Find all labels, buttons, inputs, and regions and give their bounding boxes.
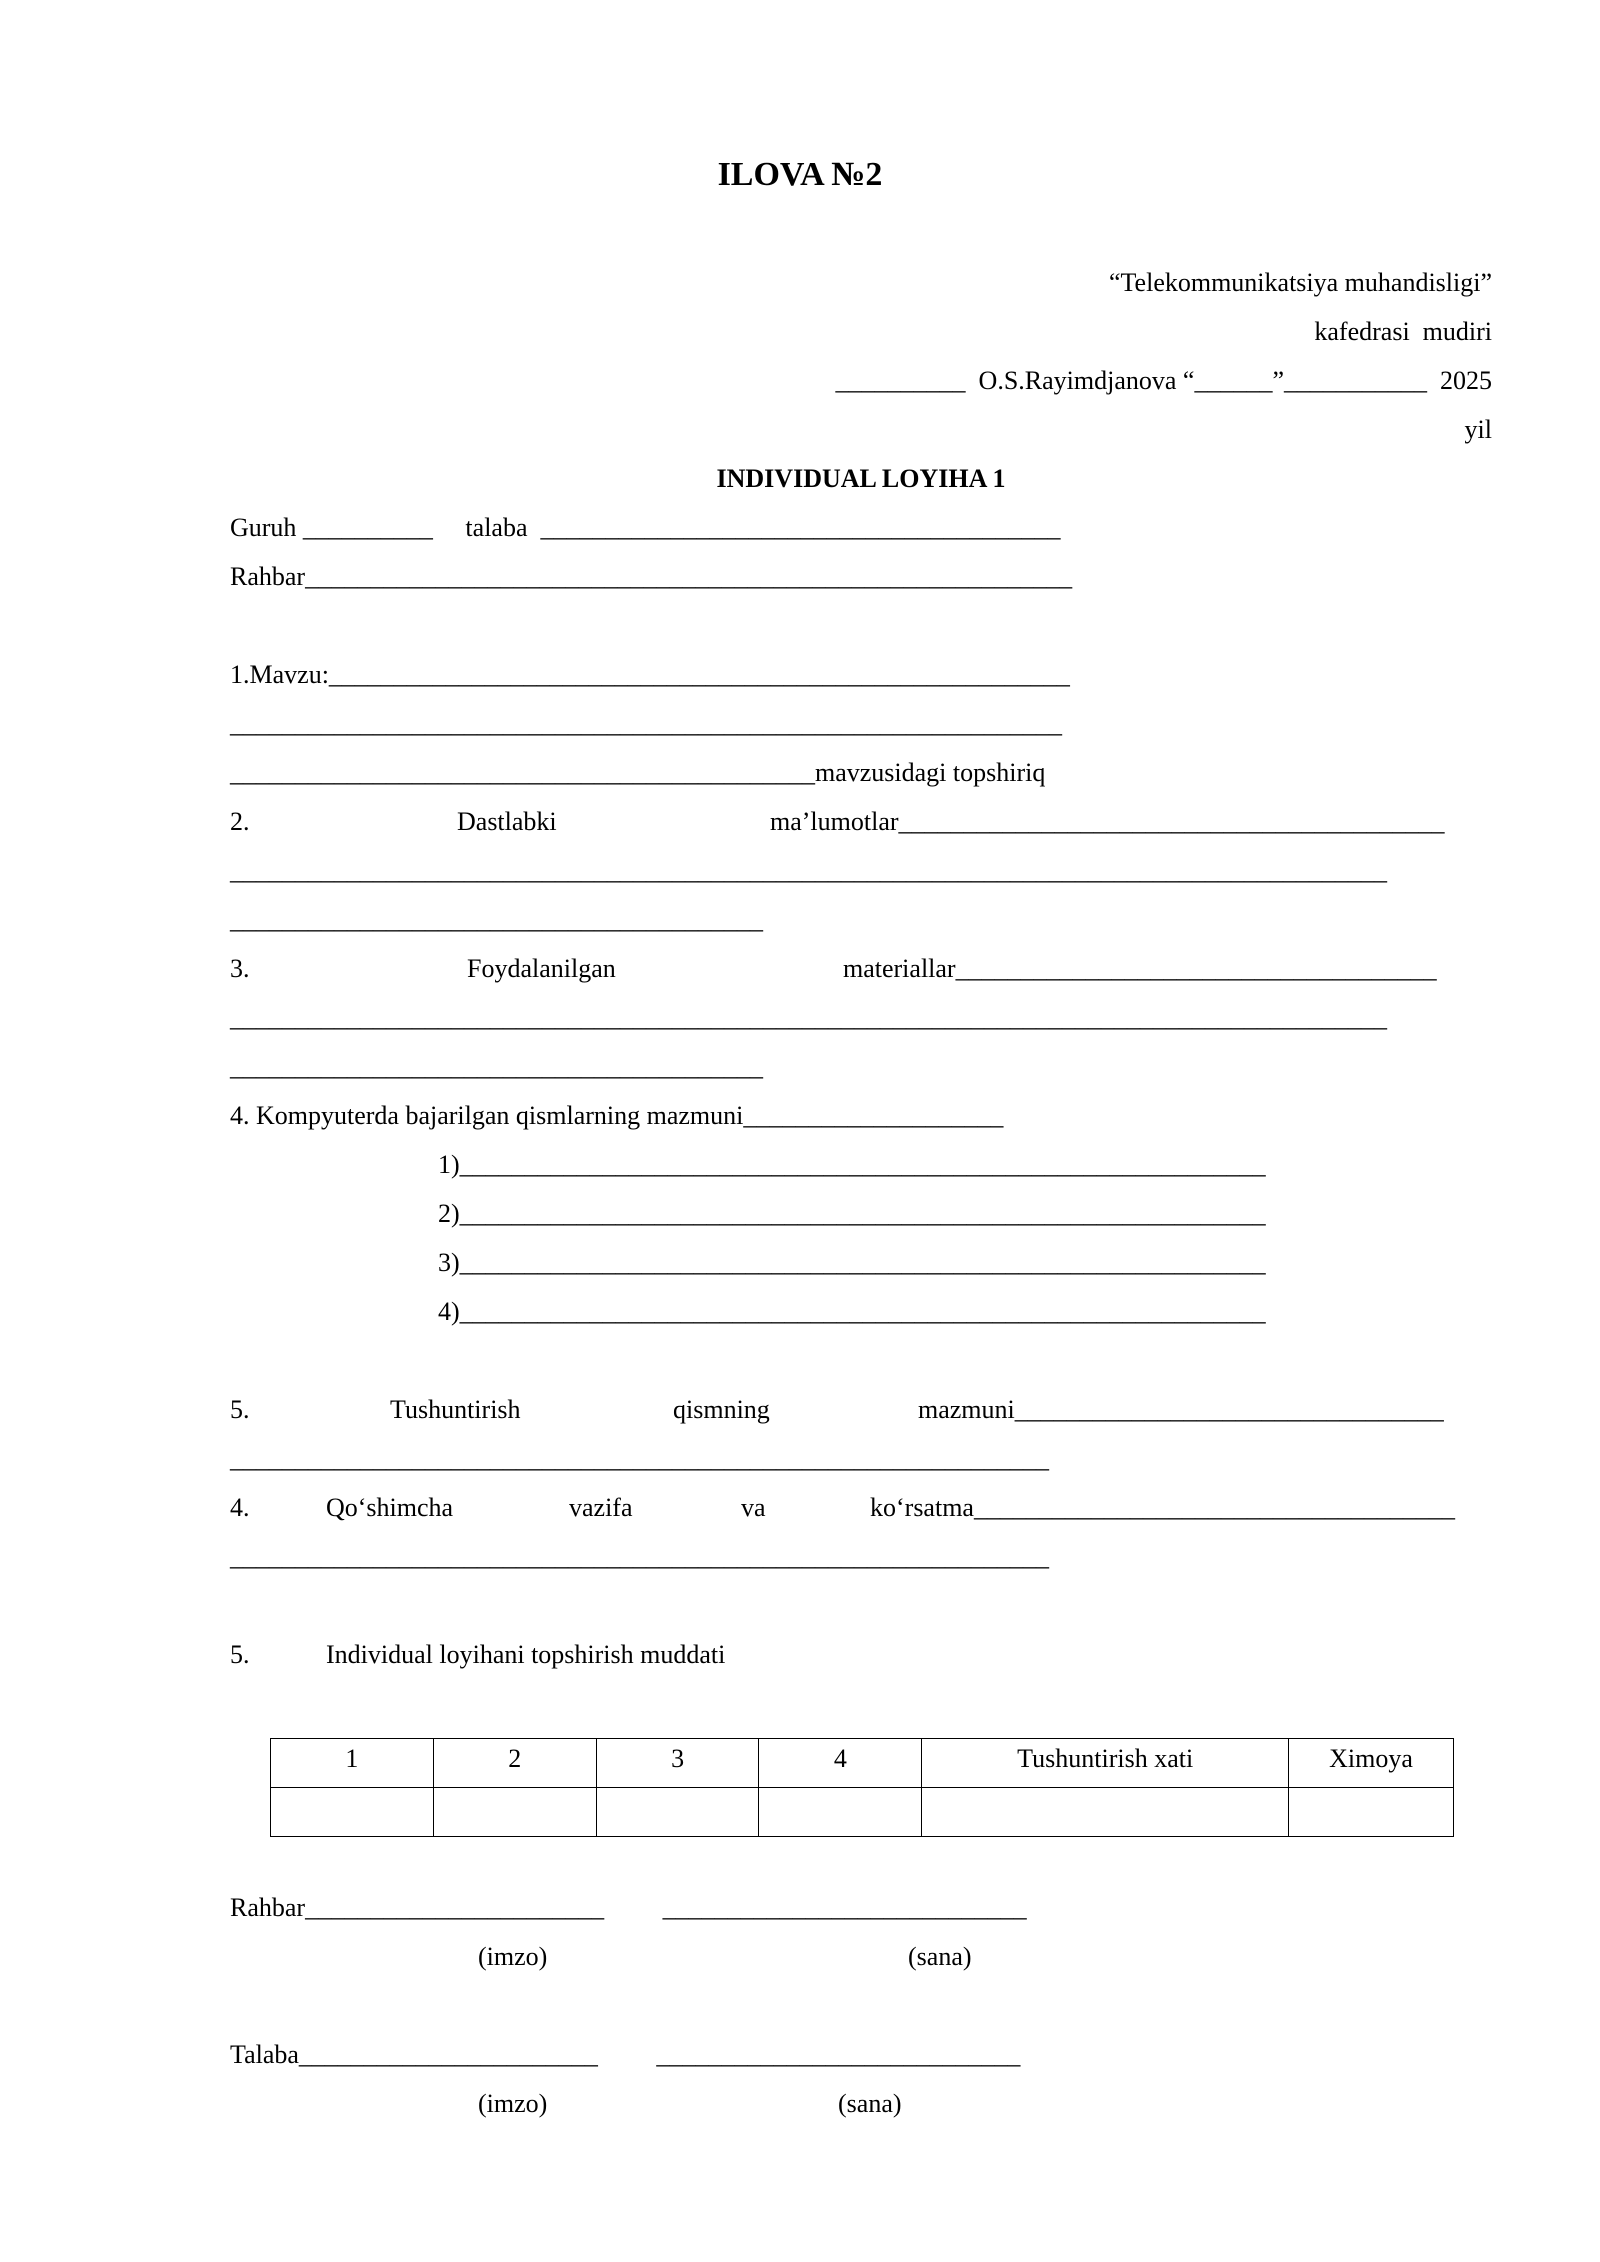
computer-parts-field[interactable]: 4. Kompyuterda bajarilgan qismlarning mazmuni____________________ <box>230 1101 1004 1130</box>
table-header-cell: 2 <box>433 1739 596 1788</box>
header-approval-line: __________ O.S.Rayimdjanova “______”___________ 2025 <box>835 366 1492 395</box>
student-signature-line[interactable]: Talaba_______________________ ____________________________ <box>230 2040 1021 2069</box>
subtitle: INDIVIDUAL LOYIHA 1 <box>716 464 1006 493</box>
computer-part-3[interactable]: 3)______________________________________________________________ <box>438 1248 1266 1277</box>
item-word: va <box>741 1493 766 1522</box>
supervisor-signature-line[interactable]: Rahbar_______________________ ____________________________ <box>230 1893 1027 1922</box>
item-word: qismning <box>673 1395 770 1424</box>
computer-part-4[interactable]: 4)______________________________________________________________ <box>438 1297 1266 1326</box>
explanation-field[interactable] <box>230 1385 1492 1435</box>
table-cell[interactable] <box>922 1788 1289 1837</box>
deadline-heading <box>230 1630 1492 1680</box>
table-cell[interactable] <box>1289 1788 1454 1837</box>
supervisor-signature-captions <box>230 1932 1492 1982</box>
initial-data-line2[interactable]: _________________________________________________________________________________________ <box>230 856 1387 885</box>
item-word: mazmuni_________________________________ <box>918 1395 1444 1424</box>
computer-part-1[interactable]: 1)______________________________________________________________ <box>438 1150 1266 1179</box>
computer-part-2[interactable]: 2)______________________________________________________________ <box>438 1199 1266 1228</box>
group-student-field[interactable]: Guruh __________ talaba ________________________________________ <box>230 513 1061 542</box>
item-number: 4. <box>230 1493 250 1522</box>
page-title: ILOVA №2 <box>717 156 883 193</box>
date-caption: (sana) <box>908 1942 972 1971</box>
explanation-line2[interactable]: _______________________________________________________________ <box>230 1444 1049 1473</box>
table-cell[interactable] <box>596 1788 759 1837</box>
table-cell[interactable] <box>433 1788 596 1837</box>
table-row[interactable] <box>271 1788 1454 1837</box>
item-number: 5. <box>230 1395 250 1424</box>
deadline-table <box>270 1738 1454 1837</box>
signature-caption: (imzo) <box>478 1942 548 1971</box>
topic-field[interactable]: 1.Mavzu:_________________________________________________________ <box>230 660 1070 689</box>
topic-field-line3[interactable]: _____________________________________________mavzusidagi topshiriq <box>230 758 1046 787</box>
item-word: vazifa <box>569 1493 633 1522</box>
item-word: ko‘rsatma_____________________________________ <box>870 1493 1455 1522</box>
student-signature-captions <box>230 2079 1492 2129</box>
item-word: Dastlabki <box>457 807 557 836</box>
item-word: materiallar_____________________________________ <box>843 954 1437 983</box>
additional-task-line2[interactable]: _______________________________________________________________ <box>230 1542 1049 1571</box>
date-caption: (sana) <box>838 2089 902 2118</box>
item-number: 3. <box>230 954 250 983</box>
table-header-cell: 4 <box>759 1739 922 1788</box>
table-header-row <box>271 1739 1454 1788</box>
header-position: kafedrasi mudiri <box>1314 317 1492 346</box>
item-word: Foydalanilgan <box>467 954 616 983</box>
additional-task-field[interactable] <box>230 1483 1492 1533</box>
item-number: 5. <box>230 1640 250 1669</box>
item-word: Tushuntirish <box>390 1395 521 1424</box>
item-number: 2. <box>230 807 250 836</box>
materials-line3[interactable]: _________________________________________ <box>230 1052 763 1081</box>
topic-field-line2[interactable]: ________________________________________________________________ <box>230 709 1062 738</box>
header-year: yil <box>1464 415 1492 444</box>
initial-data-field[interactable] <box>230 797 1492 847</box>
table-header-cell: 3 <box>596 1739 759 1788</box>
supervisor-field[interactable]: Rahbar___________________________________________________________ <box>230 562 1073 591</box>
table-cell[interactable] <box>759 1788 922 1837</box>
item-word: ma’lumotlar__________________________________________ <box>770 807 1445 836</box>
table-header-cell: Tushuntirish xati <box>922 1739 1289 1788</box>
table-cell[interactable] <box>271 1788 434 1837</box>
table-header-cell: 1 <box>271 1739 434 1788</box>
signature-caption: (imzo) <box>478 2089 548 2118</box>
materials-line2[interactable]: _________________________________________________________________________________________ <box>230 1003 1387 1032</box>
item-word: Qo‘shimcha <box>326 1493 454 1522</box>
initial-data-line3[interactable]: _________________________________________ <box>230 905 763 934</box>
table-header-cell: Ximoya <box>1289 1739 1454 1788</box>
materials-field[interactable] <box>230 944 1492 994</box>
header-department: “Telekommunikatsiya muhandisligi” <box>1108 268 1492 297</box>
item-text: Individual loyihani topshirish muddati <box>326 1640 726 1669</box>
